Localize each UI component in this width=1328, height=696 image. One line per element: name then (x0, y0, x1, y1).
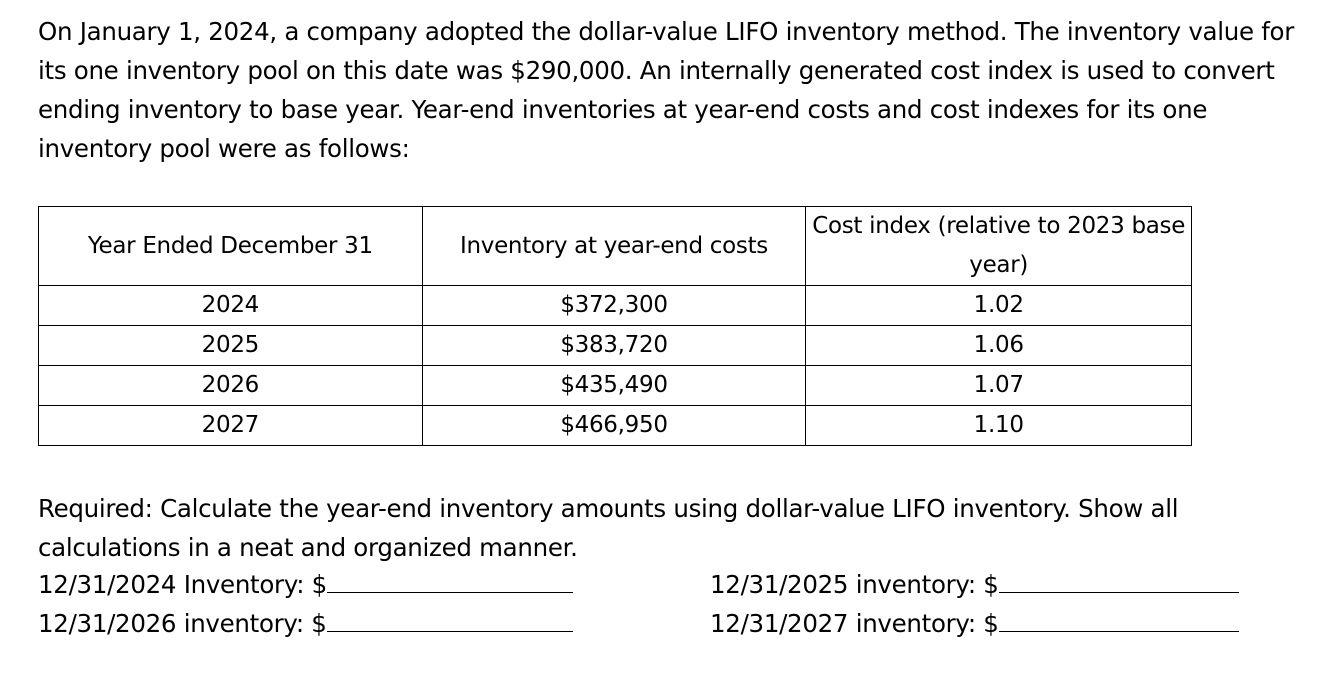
answer-2026-label: 12/31/2026 inventory: $ (38, 609, 327, 638)
header-inventory-cost: Inventory at year-end costs (422, 207, 806, 286)
required-instructions: Required: Calculate the year-end inventory amounts using dollar-value LIFO inventory. Show all calculations in a neat and organized manner. (38, 494, 1179, 562)
cell-index: 1.02 (806, 286, 1192, 326)
cell-cost: $383,720 (422, 326, 806, 366)
cell-year: 2026 (39, 366, 423, 406)
header-cost-index: Cost index (relative to 2023 base year) (806, 207, 1192, 286)
answer-2026-blank[interactable] (327, 605, 573, 632)
cell-year: 2027 (39, 406, 423, 446)
cell-index: 1.07 (806, 366, 1192, 406)
problem-intro: On January 1, 2024, a company adopted the dollar-value LIFO inventory method. The inventory value for its one inventory pool on this date was $290,000. An internally generated cost index is used to convert ending inventory to base year. Year-end inventories at year-end costs and cost indexes for its one inventory pool were as follows: (38, 17, 1295, 163)
cell-cost: $466,950 (422, 406, 806, 446)
cell-year: 2024 (39, 286, 423, 326)
cell-index: 1.06 (806, 326, 1192, 366)
table-row (39, 326, 1192, 366)
answer-2025-label: 12/31/2025 inventory: $ (710, 570, 999, 599)
cell-index: 1.10 (806, 406, 1192, 446)
answer-2024 (38, 565, 573, 604)
cell-cost: $435,490 (422, 366, 806, 406)
answer-2027-blank[interactable] (999, 605, 1239, 632)
table-row (39, 286, 1192, 326)
cell-year: 2025 (39, 326, 423, 366)
header-year: Year Ended December 31 (39, 207, 423, 286)
cell-cost: $372,300 (422, 286, 806, 326)
answer-2027-label: 12/31/2027 inventory: $ (710, 609, 999, 638)
table-header-row (39, 207, 1192, 286)
answer-2026 (38, 604, 573, 643)
inventory-table (38, 206, 1192, 446)
answer-2025 (710, 565, 1239, 604)
answer-2027 (710, 604, 1239, 643)
table-row (39, 366, 1192, 406)
answer-2025-blank[interactable] (999, 566, 1239, 593)
answer-2024-label: 12/31/2024 Inventory: $ (38, 570, 327, 599)
table-row (39, 406, 1192, 446)
answer-2024-blank[interactable] (327, 566, 573, 593)
